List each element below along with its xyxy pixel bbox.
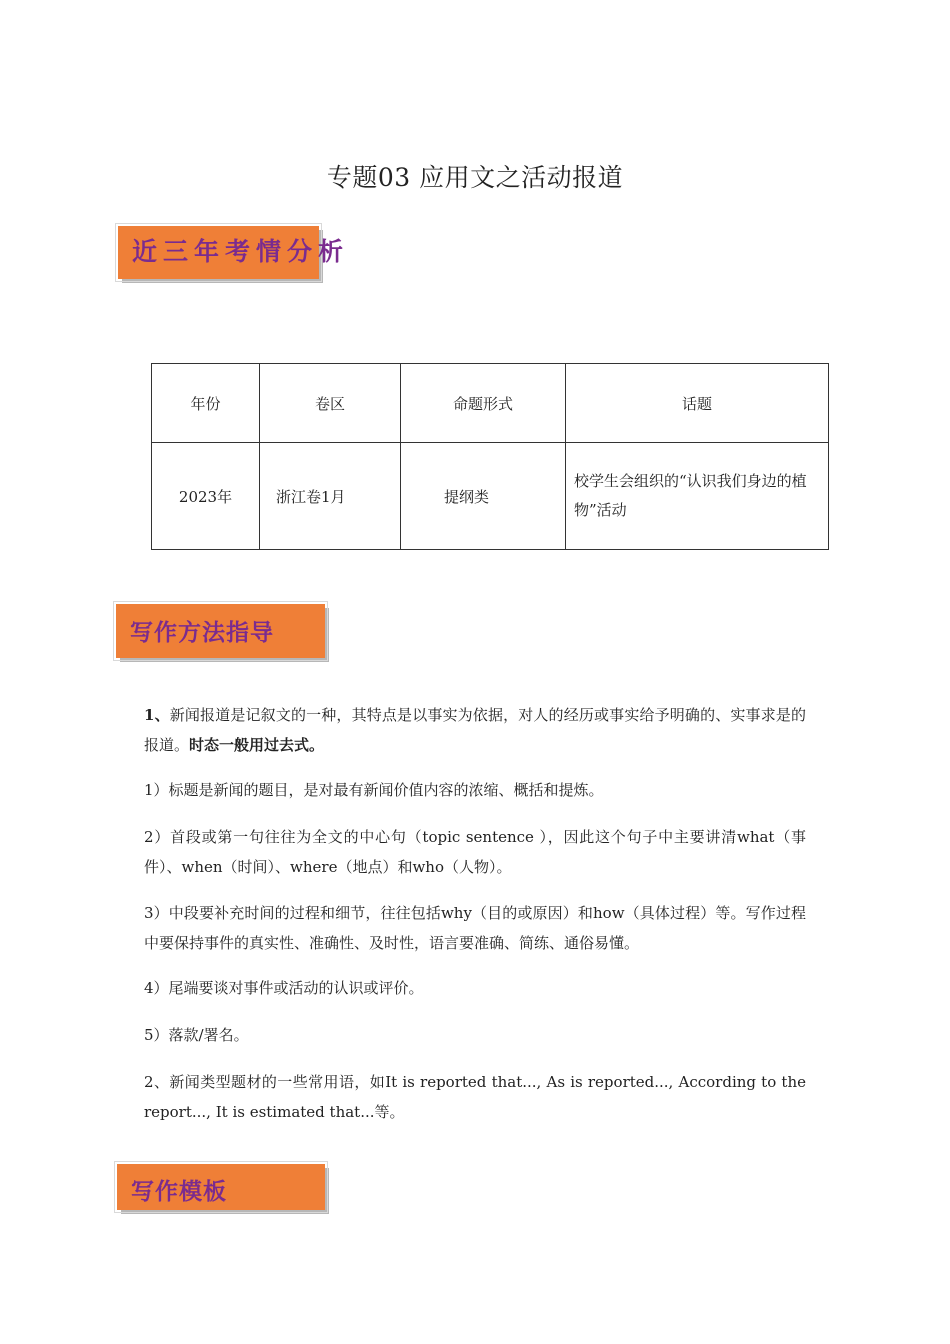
paragraph-5: 4）尾端要谈对事件或活动的认识或评价。 — [144, 979, 424, 997]
exam-analysis-table — [151, 363, 829, 550]
paragraph-1-text: 新闻报道是记叙文的一种，其特点是以事实为依据，对人的经历或事实给予明确的、实事求是的报道。 — [144, 706, 806, 754]
section-banner-template — [117, 1164, 325, 1210]
section-banner-template-label: 写作模板 — [131, 1179, 227, 1205]
paragraph-1-number: 1、 — [144, 706, 170, 724]
section-banner-method — [116, 604, 325, 658]
page-title: 专题03 应用文之活动报道 — [326, 163, 624, 192]
section-banner-method-label: 写作方法指导 — [130, 620, 274, 646]
table-header-area: 卷区 — [260, 364, 401, 443]
paragraph-6: 5）落款/署名。 — [144, 1026, 249, 1044]
table-row — [152, 443, 829, 550]
section-banner-analysis-label: 近三年考情分析 — [132, 237, 350, 266]
table-cell-area: 浙江卷1月 — [260, 443, 401, 550]
paragraph-7: 2、新闻类型题材的一些常用语，如It is reported that..., As is reported..., According to the report..., It is estimated that...等。 — [144, 1073, 806, 1121]
paragraph-2: 1）标题是新闻的题目，是对最有新闻价值内容的浓缩、概括和提炼。 — [144, 781, 604, 799]
paragraph-3: 2）首段或第一句往往为全文的中心句（topic sentence ），因此这个句子中主要讲清what（事件）、when（时间）、where（地点）和who（人物）。 — [144, 828, 806, 876]
table-header-topic: 话题 — [566, 364, 829, 443]
paragraph-1 — [144, 700, 806, 760]
table-cell-form: 提纲类 — [401, 443, 566, 550]
section-banner-analysis — [118, 226, 350, 279]
paragraph-1-bold: 时态一般用过去式。 — [189, 736, 325, 754]
table-header-form: 命题形式 — [401, 364, 566, 443]
paragraph-4: 3）中段要补充时间的过程和细节，往往包括why（目的或原因）和how（具体过程）等。写作过程中要保持事件的真实性、准确性、及时性，语言要准确、简练、通俗易懂。 — [144, 904, 806, 952]
table-cell-year: 2023年 — [152, 443, 260, 550]
table-header-year: 年份 — [152, 364, 260, 443]
table-cell-topic: 校学生会组织的“认识我们身边的植物”活动 — [566, 443, 829, 550]
table-header-row — [152, 364, 829, 443]
